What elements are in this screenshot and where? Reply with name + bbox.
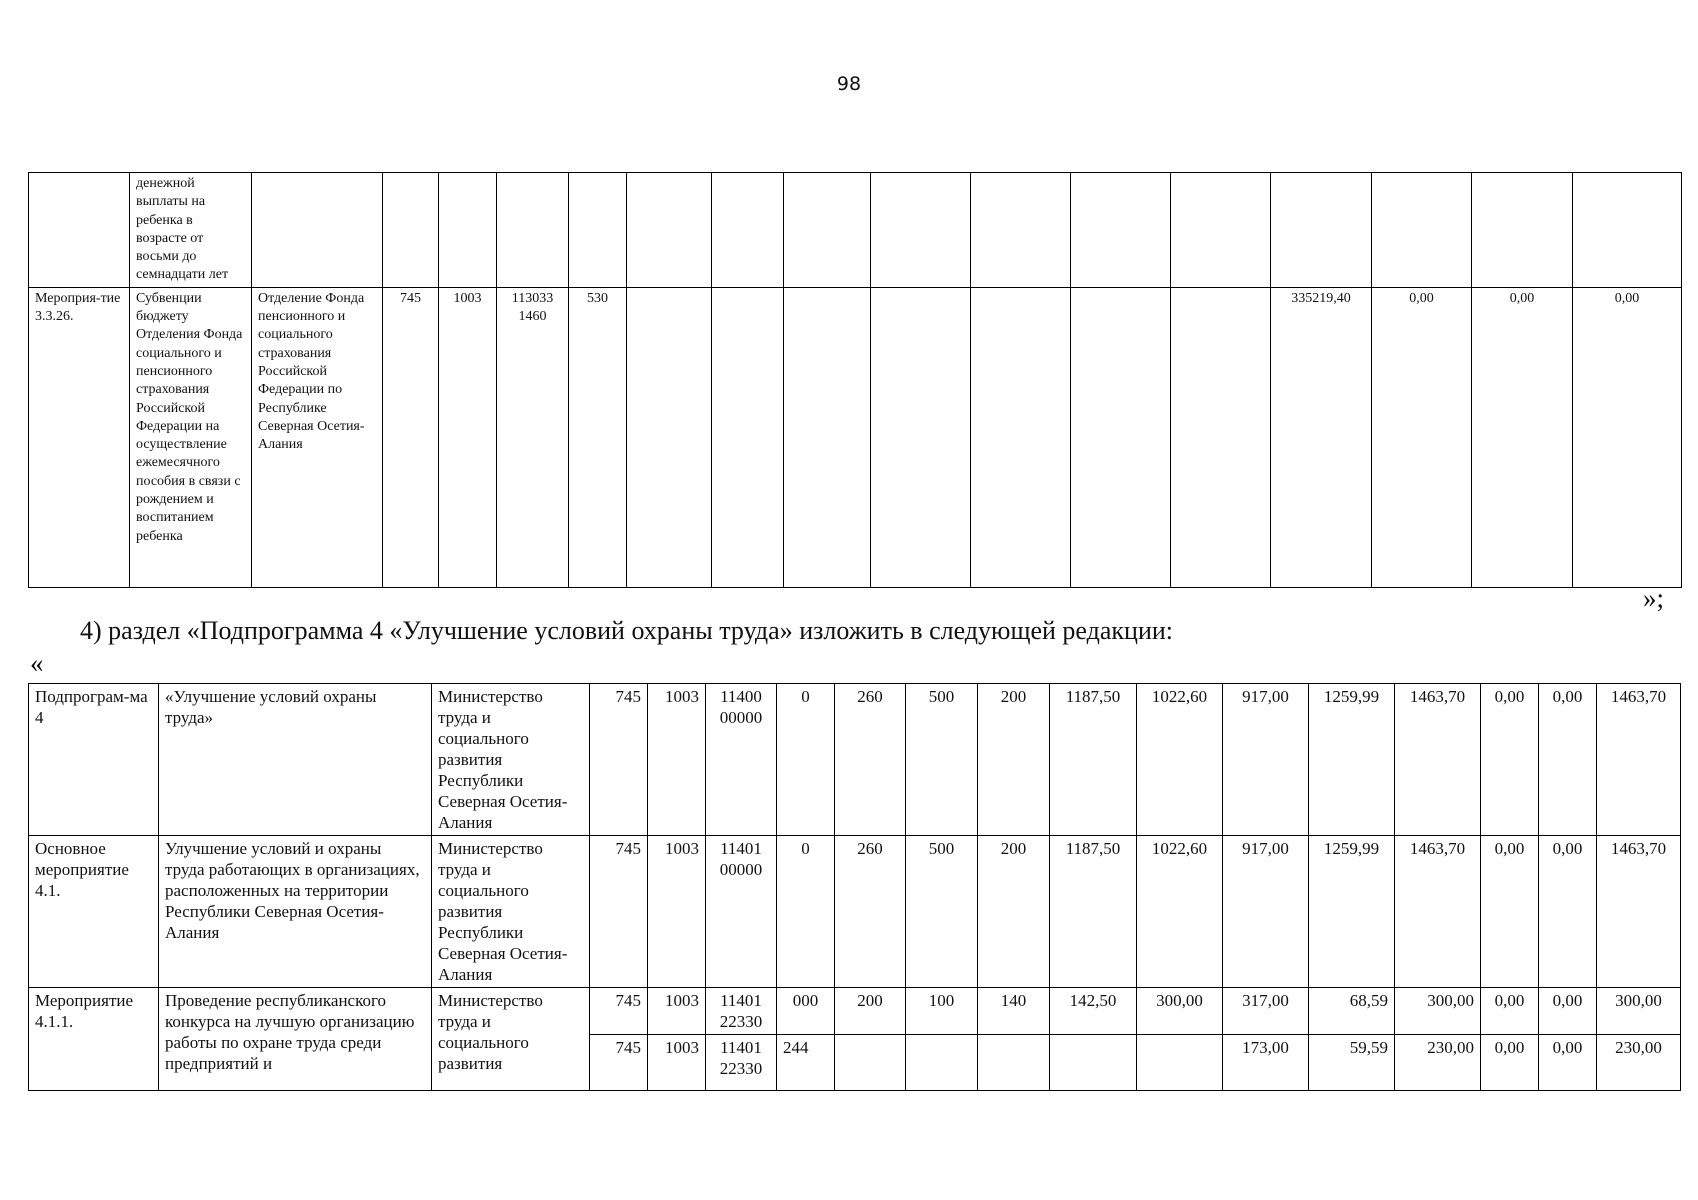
cell-name: денежной выплаты на ребенка в возрасте от восьми до семнадцати лет — [130, 173, 252, 288]
cell-value: 100 — [906, 988, 978, 1035]
cell-value: 0,00 — [1539, 684, 1597, 836]
cell-value: 230,00 — [1395, 1035, 1481, 1091]
cell-value: 300,00 — [1395, 988, 1481, 1035]
cell-grbs: 745 — [590, 836, 648, 988]
cell-value: 300,00 — [1137, 988, 1223, 1035]
cell-csr: 11401 22330 — [706, 988, 777, 1035]
cell-value: 244 — [777, 1035, 835, 1091]
cell-value: 0,00 — [1481, 836, 1539, 988]
subprogram-4-table — [28, 683, 1681, 1091]
cell-value: 0 — [777, 684, 835, 836]
cell-value: 917,00 — [1223, 684, 1309, 836]
cell-value: 1463,70 — [1395, 836, 1481, 988]
cell-executor: Министерство труда и социального развития Республики Северная Осетия-Алания — [432, 684, 590, 836]
table-row — [29, 173, 1682, 288]
cell-label: Подпрограм-ма 4 — [29, 684, 159, 836]
cell-name: Улучшение условий и охраны труда работающих в организациях, расположенных на территории Республики Северная Осетия-Алания — [159, 836, 432, 988]
cell-name: Проведение республиканского конкурса на лучшую организацию работы по охране труда среди предприятий и — [159, 988, 432, 1091]
cell-value: 200 — [978, 836, 1050, 988]
cell-label: Основное мероприятие 4.1. — [29, 836, 159, 988]
cell-csr: 11401 22330 — [706, 1035, 777, 1091]
cell-executor: Министерство труда и социального развития Республики Северная Осетия-Алания — [432, 836, 590, 988]
cell-executor: Отделение Фонда пенсионного и социального страхования Российской Федерации по Республике Северная Осетия-Алания — [252, 287, 383, 587]
cell-value: 917,00 — [1223, 836, 1309, 988]
cell-value: 1259,99 — [1309, 836, 1395, 988]
cell-value: 0,00 — [1472, 287, 1573, 587]
cell-value: 142,50 — [1050, 988, 1137, 1035]
page-number: 98 — [836, 73, 862, 95]
cell-value: 0,00 — [1573, 287, 1682, 587]
cell-name: Субвенции бюджету Отделения Фонда социального и пенсионного страхования Российской Федерации на осуществление ежемесячного пособия в связи с рождением и воспитанием ребенка — [130, 287, 252, 587]
cell-value: 500 — [906, 836, 978, 988]
cell-value: 173,00 — [1223, 1035, 1309, 1091]
cell-label: Мероприятие 4.1.1. — [29, 988, 159, 1091]
cell-value: 260 — [835, 684, 906, 836]
table-row — [29, 988, 1681, 1035]
cell-value: 1463,70 — [1395, 684, 1481, 836]
cell-vr: 530 — [569, 287, 627, 587]
cell-value: 59,59 — [1309, 1035, 1395, 1091]
program-table-continued — [28, 172, 1682, 588]
cell-value: 0,00 — [1481, 988, 1539, 1035]
cell-value: 1463,70 — [1597, 684, 1681, 836]
cell-value: 140 — [978, 988, 1050, 1035]
cell-value: 317,00 — [1223, 988, 1309, 1035]
cell-value: 1187,50 — [1050, 684, 1137, 836]
table-row — [29, 684, 1681, 836]
cell-value: 1463,70 — [1597, 836, 1681, 988]
cell-rzpr: 1003 — [648, 988, 706, 1035]
cell-grbs: 745 — [590, 684, 648, 836]
cell-value: 1022,60 — [1137, 684, 1223, 836]
cell-executor: Министерство труда и социального развития — [432, 988, 590, 1091]
cell-value: 200 — [835, 988, 906, 1035]
cell-executor — [252, 173, 383, 288]
cell-value: 0,00 — [1372, 287, 1472, 587]
closing-quote: »; — [1642, 583, 1664, 613]
table-row — [29, 836, 1681, 988]
cell-value: 0,00 — [1539, 836, 1597, 988]
cell-rzpr: 1003 — [648, 684, 706, 836]
cell-value: 0,00 — [1539, 1035, 1597, 1091]
cell-value: 1187,50 — [1050, 836, 1137, 988]
cell-value: 230,00 — [1597, 1035, 1681, 1091]
cell-rzpr: 1003 — [648, 836, 706, 988]
cell-value: 500 — [906, 684, 978, 836]
amendment-paragraph: 4) раздел «Подпрограмма 4 «Улучшение условий охраны труда» изложить в следующей редакции: — [80, 616, 1173, 645]
cell-value: 200 — [978, 684, 1050, 836]
cell-grbs: 745 — [383, 287, 439, 587]
cell-value: 260 — [835, 836, 906, 988]
cell-value: 1259,99 — [1309, 684, 1395, 836]
cell-value: 0,00 — [1539, 988, 1597, 1035]
cell-csr: 11401 00000 — [706, 836, 777, 988]
opening-quote: « — [30, 648, 44, 678]
cell-value: 68,59 — [1309, 988, 1395, 1035]
cell-value: 0,00 — [1481, 684, 1539, 836]
cell-value: 335219,40 — [1271, 287, 1372, 587]
cell-label: Мероприя-тие 3.3.26. — [29, 287, 130, 587]
cell-value: 1022,60 — [1137, 836, 1223, 988]
cell-value: 0,00 — [1481, 1035, 1539, 1091]
cell-grbs: 745 — [590, 1035, 648, 1091]
cell-csr: 11400 00000 — [706, 684, 777, 836]
cell-csr: 113033 1460 — [497, 287, 569, 587]
cell-grbs: 745 — [590, 988, 648, 1035]
cell-value: 0 — [777, 836, 835, 988]
cell-label — [29, 173, 130, 288]
cell-rzpr: 1003 — [439, 287, 497, 587]
cell-rzpr: 1003 — [648, 1035, 706, 1091]
cell-value: 000 — [777, 988, 835, 1035]
cell-value: 300,00 — [1597, 988, 1681, 1035]
table-row — [29, 287, 1682, 587]
cell-name: «Улучшение условий охраны труда» — [159, 684, 432, 836]
